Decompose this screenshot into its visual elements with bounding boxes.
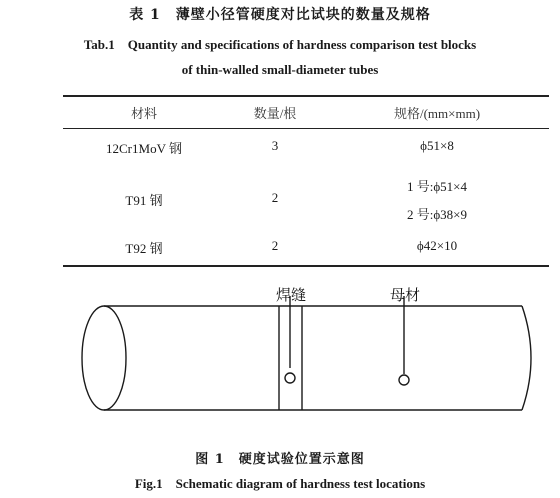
header-spec: 规格/(mm×mm) <box>393 106 481 121</box>
header-material: 材料 <box>130 106 157 121</box>
base-metal-label: 母材 <box>390 286 421 304</box>
row2-quantity: 2 <box>271 190 279 205</box>
table-title-en-line1: Tab.1 Quantity and specifications of hardness comparison test blocks <box>83 37 477 52</box>
figure-caption-en: Fig.1 Schematic diagram of hardness test locations <box>134 476 426 491</box>
header-quantity: 数量/根 <box>253 106 297 121</box>
weld-label: 焊缝 <box>276 286 307 304</box>
row1-material: 12Cr1MoV 钢 <box>106 141 182 156</box>
table-title-en-line2: of thin-walled small-diameter tubes <box>181 62 379 77</box>
row3-spec: ϕ42×10 <box>416 238 458 253</box>
figure-caption-cn: 图 1 硬度试验位置示意图 <box>195 452 365 467</box>
weld-test-point <box>285 373 295 383</box>
tube-end-left <box>82 306 126 410</box>
row1-spec: ϕ51×8 <box>420 138 454 153</box>
row2-spec-2: 2 号:ϕ38×9 <box>406 207 468 222</box>
table-title-cn: 表 1 薄壁小径管硬度对比试块的数量及规格 <box>129 7 431 23</box>
row2-material: T91 钢 <box>125 193 163 208</box>
table-header-rule <box>63 128 549 129</box>
row2-spec-1: 1 号:ϕ51×4 <box>406 179 468 194</box>
row1-quantity: 3 <box>271 138 279 153</box>
row3-material: T92 钢 <box>125 241 163 256</box>
table-bottom-rule <box>63 265 549 267</box>
table-top-rule <box>63 95 549 97</box>
tube-end-right <box>522 306 531 410</box>
row3-quantity: 2 <box>271 238 279 253</box>
base-test-point <box>399 375 409 385</box>
